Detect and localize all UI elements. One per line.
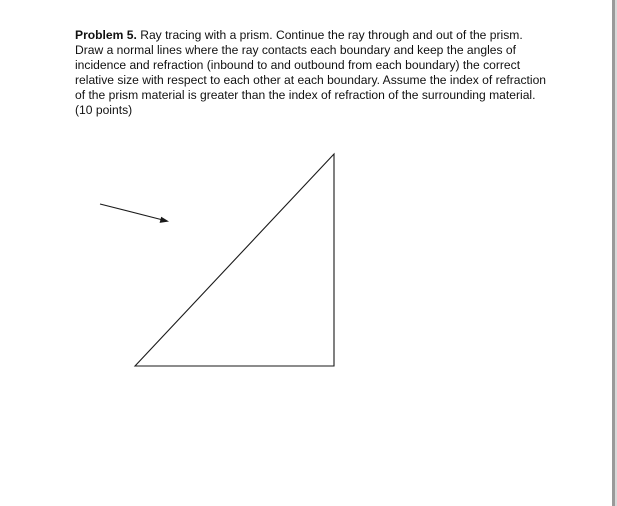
problem-label: Problem 5. [75,28,137,42]
prism-triangle [135,154,334,366]
incident-ray [100,204,161,220]
problem-text: Ray tracing with a prism. Continue the ray through and out of the prism. Draw a normal lines where the ray contacts each boundary and keep the angles of incidence and refraction (inbound to and outbound from each boundary) the correct relative size with respect to each other at each boundary. Assume the index of refraction of the prism material is greater than the index of refraction of the surrounding material. (10 points) [75,28,547,117]
ray-arrowhead [160,217,169,223]
